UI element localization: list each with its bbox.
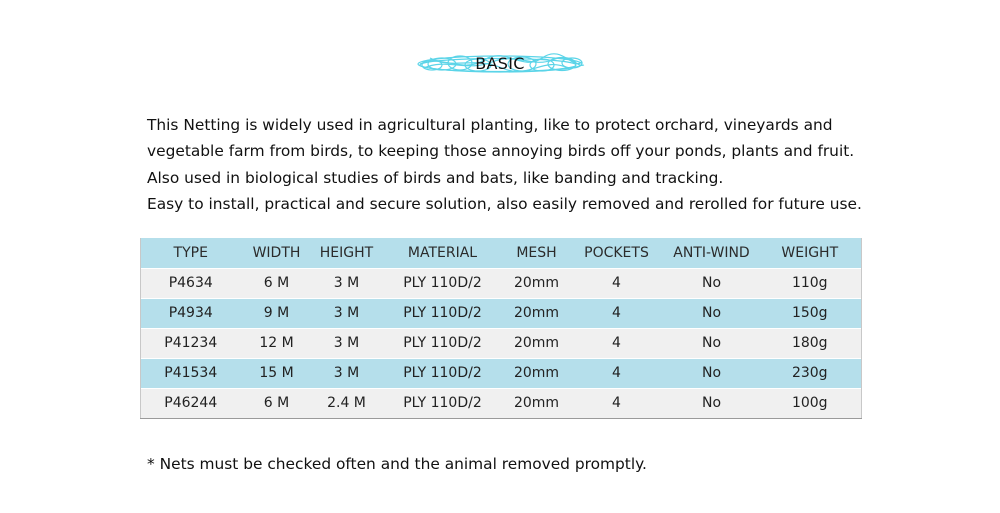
table-row bbox=[141, 328, 862, 358]
table-row bbox=[141, 358, 862, 388]
header-cell: POCKETS bbox=[569, 238, 665, 268]
table-cell: No bbox=[665, 388, 759, 418]
table-cell: P4634 bbox=[141, 268, 241, 298]
description-line: This Netting is widely used in agricultural planting, like to protect orchard, vineyards and bbox=[147, 116, 833, 134]
description-line: vegetable farm from birds, to keeping those annoying birds off your ponds, plants and fruit. bbox=[147, 142, 855, 161]
table-cell: PLY 110D/2 bbox=[381, 328, 505, 358]
table-cell: PLY 110D/2 bbox=[381, 298, 505, 328]
header-cell: MATERIAL bbox=[381, 238, 505, 268]
table-cell: 3 M bbox=[313, 328, 381, 358]
table-cell: PLY 110D/2 bbox=[381, 388, 505, 418]
table-cell: PLY 110D/2 bbox=[381, 268, 505, 298]
table-cell: 4 bbox=[569, 358, 665, 388]
table-cell: 20mm bbox=[505, 388, 569, 418]
table-cell: P41234 bbox=[141, 328, 241, 358]
table-cell: No bbox=[665, 268, 759, 298]
table-cell: 20mm bbox=[505, 328, 569, 358]
header-cell: TYPE bbox=[141, 238, 241, 268]
table-cell: P4934 bbox=[141, 298, 241, 328]
table-cell: 180g bbox=[759, 328, 862, 358]
table-cell: 6 M bbox=[241, 268, 313, 298]
table-header-row bbox=[141, 238, 862, 268]
header-cell: HEIGHT bbox=[313, 238, 381, 268]
product-description bbox=[147, 112, 887, 217]
header-cell: WEIGHT bbox=[759, 238, 862, 268]
footnote: * Nets must be checked often and the animal removed promptly. bbox=[147, 455, 647, 473]
table-cell: No bbox=[665, 328, 759, 358]
header-cell: MESH bbox=[505, 238, 569, 268]
table-cell: 100g bbox=[759, 388, 862, 418]
table-row bbox=[141, 388, 862, 418]
table-cell: PLY 110D/2 bbox=[381, 358, 505, 388]
table-row bbox=[141, 298, 862, 328]
table-cell: 2.4 M bbox=[313, 388, 381, 418]
table-cell: 6 M bbox=[241, 388, 313, 418]
header-cell: WIDTH bbox=[241, 238, 313, 268]
table-cell: 150g bbox=[759, 298, 862, 328]
table-cell: No bbox=[665, 298, 759, 328]
description-line: Also used in biological studies of birds and bats, like banding and tracking. bbox=[147, 168, 724, 187]
table-cell: P41534 bbox=[141, 358, 241, 388]
table-cell: 230g bbox=[759, 358, 862, 388]
table-cell: P46244 bbox=[141, 388, 241, 418]
section-title: BASIC bbox=[475, 54, 525, 73]
table-cell: 4 bbox=[569, 388, 665, 418]
table-cell: 9 M bbox=[241, 298, 313, 328]
table-cell: 110g bbox=[759, 268, 862, 298]
table-cell: 15 M bbox=[241, 358, 313, 388]
description-line: Easy to install, practical and secure solution, also easily removed and rerolled for future use. bbox=[147, 194, 862, 213]
table-cell: 12 M bbox=[241, 328, 313, 358]
table-cell: 20mm bbox=[505, 268, 569, 298]
table-cell: 3 M bbox=[313, 268, 381, 298]
table-cell: 20mm bbox=[505, 358, 569, 388]
table-cell: 4 bbox=[569, 298, 665, 328]
table-cell: 3 M bbox=[313, 298, 381, 328]
spec-table bbox=[140, 238, 862, 419]
table-cell: 4 bbox=[569, 328, 665, 358]
header-cell: ANTI-WIND bbox=[665, 238, 759, 268]
table-row bbox=[141, 268, 862, 298]
table-cell: 4 bbox=[569, 268, 665, 298]
table-cell: No bbox=[665, 358, 759, 388]
section-title-badge bbox=[412, 46, 588, 82]
table-cell: 20mm bbox=[505, 298, 569, 328]
table-cell: 3 M bbox=[313, 358, 381, 388]
